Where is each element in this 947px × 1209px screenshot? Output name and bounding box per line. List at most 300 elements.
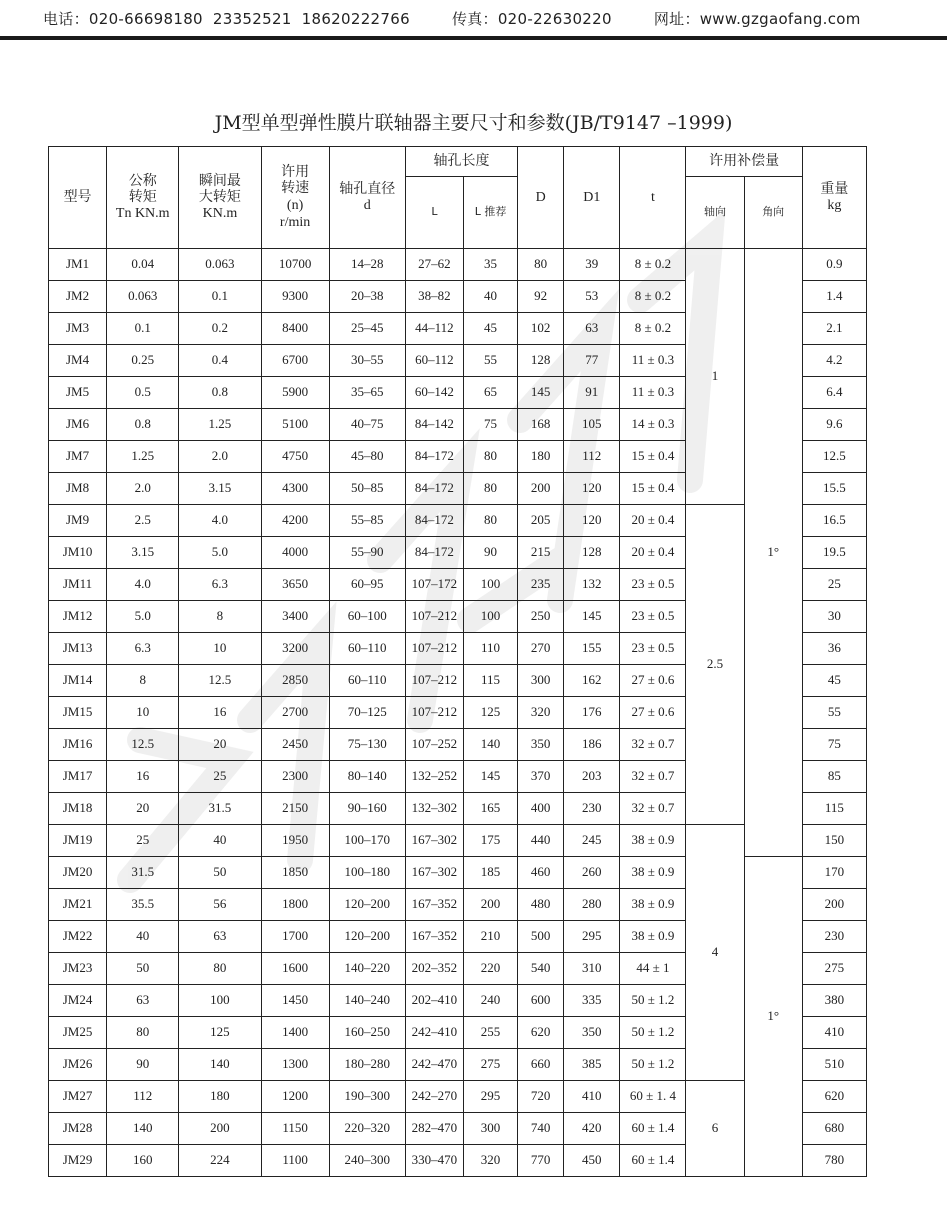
cell-model: JM14 — [49, 665, 107, 697]
cell-bore: 45–80 — [329, 441, 405, 473]
cell-axial: 6 — [686, 1081, 744, 1177]
col-L: L — [405, 177, 463, 249]
cell-hub-L-rec: 200 — [463, 889, 517, 921]
cell-torque: 0.8 — [107, 409, 179, 441]
cell-weight: 30 — [802, 601, 866, 633]
cell-hub-L: 202–410 — [405, 985, 463, 1017]
cell-hub-L: 84–172 — [405, 441, 463, 473]
cell-hub-L-rec: 275 — [463, 1049, 517, 1081]
cell-hub-L-rec: 175 — [463, 825, 517, 857]
cell-weight: 170 — [802, 857, 866, 889]
cell-D1: 53 — [564, 281, 620, 313]
cell-t: 38 ± 0.9 — [620, 857, 686, 889]
cell-model: JM21 — [49, 889, 107, 921]
cell-torque: 1.25 — [107, 441, 179, 473]
cell-D: 600 — [518, 985, 564, 1017]
cell-hub-L: 60–142 — [405, 377, 463, 409]
cell-model: JM15 — [49, 697, 107, 729]
cell-D1: 310 — [564, 953, 620, 985]
cell-bore: 20–38 — [329, 281, 405, 313]
cell-peak-torque: 2.0 — [179, 441, 261, 473]
cell-D: 770 — [518, 1145, 564, 1177]
cell-D1: 77 — [564, 345, 620, 377]
cell-hub-L-rec: 110 — [463, 633, 517, 665]
cell-model: JM24 — [49, 985, 107, 1017]
col-angular: 角向 — [744, 177, 802, 249]
cell-D1: 420 — [564, 1113, 620, 1145]
col-axial: 轴向 — [686, 177, 744, 249]
cell-bore: 140–240 — [329, 985, 405, 1017]
cell-weight: 275 — [802, 953, 866, 985]
cell-peak-torque: 100 — [179, 985, 261, 1017]
contact-line — [43, 8, 871, 29]
cell-D1: 132 — [564, 569, 620, 601]
cell-hub-L-rec: 55 — [463, 345, 517, 377]
cell-hub-L: 84–172 — [405, 473, 463, 505]
cell-torque: 0.063 — [107, 281, 179, 313]
col-peak-torque: 瞬间最 大转矩 KN.m — [179, 147, 261, 249]
cell-hub-L: 38–82 — [405, 281, 463, 313]
col-bore: 轴孔直径 d — [329, 147, 405, 249]
cell-model: JM20 — [49, 857, 107, 889]
cell-t: 8 ± 0.2 — [620, 313, 686, 345]
cell-torque: 20 — [107, 793, 179, 825]
cell-D: 740 — [518, 1113, 564, 1145]
cell-torque: 112 — [107, 1081, 179, 1113]
cell-peak-torque: 6.3 — [179, 569, 261, 601]
cell-hub-L: 132–302 — [405, 793, 463, 825]
cell-peak-torque: 63 — [179, 921, 261, 953]
cell-speed: 3200 — [261, 633, 329, 665]
cell-speed: 1700 — [261, 921, 329, 953]
cell-speed: 4200 — [261, 505, 329, 537]
cell-torque: 16 — [107, 761, 179, 793]
cell-t: 38 ± 0.9 — [620, 889, 686, 921]
cell-D: 168 — [518, 409, 564, 441]
cell-hub-L: 107–212 — [405, 601, 463, 633]
cell-speed: 4300 — [261, 473, 329, 505]
cell-hub-L: 167–302 — [405, 825, 463, 857]
page-title: JM型单型弹性膜片联轴器主要尺寸和参数(JB/T9147 –1999) — [214, 112, 733, 134]
cell-weight: 0.9 — [802, 249, 866, 281]
cell-bore: 60–100 — [329, 601, 405, 633]
cell-D1: 295 — [564, 921, 620, 953]
cell-D1: 128 — [564, 537, 620, 569]
spec-table-wrapper — [48, 146, 867, 1177]
cell-hub-L-rec: 45 — [463, 313, 517, 345]
cell-speed: 3650 — [261, 569, 329, 601]
website: 网址：www.gzgaofang.com — [653, 10, 861, 28]
cell-peak-torque: 31.5 — [179, 793, 261, 825]
cell-bore: 60–110 — [329, 633, 405, 665]
cell-weight: 115 — [802, 793, 866, 825]
cell-D1: 450 — [564, 1145, 620, 1177]
cell-peak-torque: 50 — [179, 857, 261, 889]
cell-peak-torque: 20 — [179, 729, 261, 761]
cell-D: 350 — [518, 729, 564, 761]
cell-t: 60 ± 1.4 — [620, 1113, 686, 1145]
cell-hub-L-rec: 100 — [463, 601, 517, 633]
cell-bore: 120–200 — [329, 921, 405, 953]
cell-bore: 30–55 — [329, 345, 405, 377]
cell-hub-L: 242–270 — [405, 1081, 463, 1113]
cell-speed: 3400 — [261, 601, 329, 633]
cell-torque: 2.5 — [107, 505, 179, 537]
cell-peak-torque: 0.8 — [179, 377, 261, 409]
cell-hub-L: 107–212 — [405, 697, 463, 729]
cell-D: 480 — [518, 889, 564, 921]
cell-weight: 410 — [802, 1017, 866, 1049]
cell-torque: 12.5 — [107, 729, 179, 761]
cell-D1: 385 — [564, 1049, 620, 1081]
cell-weight: 45 — [802, 665, 866, 697]
cell-model: JM8 — [49, 473, 107, 505]
cell-hub-L: 107–252 — [405, 729, 463, 761]
cell-bore: 100–180 — [329, 857, 405, 889]
cell-D: 250 — [518, 601, 564, 633]
cell-torque: 5.0 — [107, 601, 179, 633]
cell-peak-torque: 0.1 — [179, 281, 261, 313]
cell-speed: 2150 — [261, 793, 329, 825]
cell-hub-L-rec: 65 — [463, 377, 517, 409]
cell-axial: 4 — [686, 825, 744, 1081]
cell-hub-L: 60–112 — [405, 345, 463, 377]
col-speed: 许用 转速 (n) r/min — [261, 147, 329, 249]
cell-speed: 2450 — [261, 729, 329, 761]
cell-torque: 80 — [107, 1017, 179, 1049]
cell-D1: 120 — [564, 473, 620, 505]
cell-hub-L-rec: 295 — [463, 1081, 517, 1113]
cell-torque: 40 — [107, 921, 179, 953]
cell-speed: 1100 — [261, 1145, 329, 1177]
cell-D: 215 — [518, 537, 564, 569]
cell-peak-torque: 25 — [179, 761, 261, 793]
col-model: 型号 — [49, 147, 107, 249]
cell-t: 8 ± 0.2 — [620, 281, 686, 313]
cell-hub-L: 27–62 — [405, 249, 463, 281]
cell-peak-torque: 1.25 — [179, 409, 261, 441]
cell-hub-L-rec: 255 — [463, 1017, 517, 1049]
cell-model: JM10 — [49, 537, 107, 569]
cell-hub-L: 84–172 — [405, 505, 463, 537]
cell-speed: 1850 — [261, 857, 329, 889]
cell-D1: 245 — [564, 825, 620, 857]
cell-speed: 1450 — [261, 985, 329, 1017]
cell-D1: 410 — [564, 1081, 620, 1113]
cell-model: JM17 — [49, 761, 107, 793]
cell-hub-L: 107–212 — [405, 633, 463, 665]
cell-t: 60 ± 1.4 — [620, 1145, 686, 1177]
cell-D1: 186 — [564, 729, 620, 761]
cell-peak-torque: 4.0 — [179, 505, 261, 537]
cell-peak-torque: 8 — [179, 601, 261, 633]
cell-torque: 50 — [107, 953, 179, 985]
cell-t: 8 ± 0.2 — [620, 249, 686, 281]
cell-torque: 31.5 — [107, 857, 179, 889]
cell-t: 60 ± 1. 4 — [620, 1081, 686, 1113]
cell-t: 14 ± 0.3 — [620, 409, 686, 441]
cell-D1: 230 — [564, 793, 620, 825]
cell-hub-L-rec: 75 — [463, 409, 517, 441]
cell-weight: 4.2 — [802, 345, 866, 377]
cell-torque: 10 — [107, 697, 179, 729]
cell-weight: 25 — [802, 569, 866, 601]
col-L-recommended: L 推荐 — [463, 177, 517, 249]
cell-model: JM22 — [49, 921, 107, 953]
cell-hub-L: 242–410 — [405, 1017, 463, 1049]
cell-hub-L: 84–142 — [405, 409, 463, 441]
cell-bore: 60–110 — [329, 665, 405, 697]
cell-torque: 63 — [107, 985, 179, 1017]
cell-weight: 200 — [802, 889, 866, 921]
cell-D: 370 — [518, 761, 564, 793]
cell-speed: 4750 — [261, 441, 329, 473]
cell-hub-L: 282–470 — [405, 1113, 463, 1145]
cell-speed: 1300 — [261, 1049, 329, 1081]
col-hub-length: 轴孔长度 — [405, 147, 517, 177]
cell-hub-L: 330–470 — [405, 1145, 463, 1177]
cell-torque: 6.3 — [107, 633, 179, 665]
cell-D: 180 — [518, 441, 564, 473]
cell-speed: 1950 — [261, 825, 329, 857]
cell-peak-torque: 80 — [179, 953, 261, 985]
cell-t: 44 ± 1 — [620, 953, 686, 985]
cell-weight: 510 — [802, 1049, 866, 1081]
spec-table — [48, 146, 867, 1177]
cell-model: JM23 — [49, 953, 107, 985]
cell-bore: 70–125 — [329, 697, 405, 729]
cell-speed: 8400 — [261, 313, 329, 345]
cell-D: 660 — [518, 1049, 564, 1081]
cell-angular: 1° — [744, 249, 802, 857]
cell-model: JM27 — [49, 1081, 107, 1113]
cell-torque: 3.15 — [107, 537, 179, 569]
cell-peak-torque: 16 — [179, 697, 261, 729]
cell-D: 720 — [518, 1081, 564, 1113]
table-row — [49, 249, 867, 281]
cell-speed: 9300 — [261, 281, 329, 313]
cell-weight: 6.4 — [802, 377, 866, 409]
cell-D1: 112 — [564, 441, 620, 473]
cell-t: 38 ± 0.9 — [620, 921, 686, 953]
cell-speed: 1150 — [261, 1113, 329, 1145]
cell-D: 235 — [518, 569, 564, 601]
cell-model: JM6 — [49, 409, 107, 441]
cell-angular: 1° — [744, 857, 802, 1177]
cell-peak-torque: 125 — [179, 1017, 261, 1049]
cell-D: 145 — [518, 377, 564, 409]
cell-D1: 335 — [564, 985, 620, 1017]
cell-bore: 100–170 — [329, 825, 405, 857]
cell-speed: 6700 — [261, 345, 329, 377]
phone-2: 23352521 — [212, 10, 292, 28]
cell-weight: 75 — [802, 729, 866, 761]
cell-axial: 1 — [686, 249, 744, 505]
contact-header — [0, 0, 947, 40]
cell-peak-torque: 3.15 — [179, 473, 261, 505]
cell-model: JM5 — [49, 377, 107, 409]
cell-weight: 2.1 — [802, 313, 866, 345]
cell-speed: 4000 — [261, 537, 329, 569]
cell-D1: 145 — [564, 601, 620, 633]
cell-speed: 5100 — [261, 409, 329, 441]
cell-bore: 160–250 — [329, 1017, 405, 1049]
cell-weight: 620 — [802, 1081, 866, 1113]
table-row — [49, 1081, 867, 1113]
cell-peak-torque: 5.0 — [179, 537, 261, 569]
cell-model: JM4 — [49, 345, 107, 377]
cell-bore: 240–300 — [329, 1145, 405, 1177]
cell-D1: 155 — [564, 633, 620, 665]
cell-model: JM16 — [49, 729, 107, 761]
fax: 传真：020-22630220 — [451, 10, 612, 28]
cell-hub-L-rec: 165 — [463, 793, 517, 825]
cell-hub-L-rec: 100 — [463, 569, 517, 601]
cell-D: 540 — [518, 953, 564, 985]
cell-peak-torque: 10 — [179, 633, 261, 665]
cell-D: 620 — [518, 1017, 564, 1049]
cell-hub-L-rec: 80 — [463, 441, 517, 473]
cell-hub-L-rec: 185 — [463, 857, 517, 889]
cell-D1: 120 — [564, 505, 620, 537]
cell-hub-L-rec: 300 — [463, 1113, 517, 1145]
cell-model: JM25 — [49, 1017, 107, 1049]
cell-torque: 4.0 — [107, 569, 179, 601]
cell-bore: 90–160 — [329, 793, 405, 825]
cell-speed: 1600 — [261, 953, 329, 985]
cell-bore: 80–140 — [329, 761, 405, 793]
cell-D: 500 — [518, 921, 564, 953]
cell-peak-torque: 200 — [179, 1113, 261, 1145]
cell-D: 460 — [518, 857, 564, 889]
cell-weight: 55 — [802, 697, 866, 729]
cell-torque: 90 — [107, 1049, 179, 1081]
cell-speed: 2850 — [261, 665, 329, 697]
cell-hub-L: 107–212 — [405, 665, 463, 697]
cell-model: JM1 — [49, 249, 107, 281]
cell-hub-L-rec: 320 — [463, 1145, 517, 1177]
cell-D: 440 — [518, 825, 564, 857]
cell-weight: 85 — [802, 761, 866, 793]
cell-hub-L-rec: 145 — [463, 761, 517, 793]
cell-bore: 40–75 — [329, 409, 405, 441]
cell-hub-L-rec: 35 — [463, 249, 517, 281]
cell-D: 300 — [518, 665, 564, 697]
cell-weight: 9.6 — [802, 409, 866, 441]
cell-hub-L: 167–302 — [405, 857, 463, 889]
cell-hub-L: 167–352 — [405, 889, 463, 921]
cell-speed: 10700 — [261, 249, 329, 281]
cell-t: 27 ± 0.6 — [620, 697, 686, 729]
cell-hub-L-rec: 220 — [463, 953, 517, 985]
cell-D1: 162 — [564, 665, 620, 697]
cell-D: 320 — [518, 697, 564, 729]
cell-bore: 50–85 — [329, 473, 405, 505]
table-row — [49, 505, 867, 537]
cell-hub-L-rec: 90 — [463, 537, 517, 569]
cell-D1: 63 — [564, 313, 620, 345]
cell-weight: 150 — [802, 825, 866, 857]
cell-bore: 25–45 — [329, 313, 405, 345]
cell-weight: 680 — [802, 1113, 866, 1145]
cell-t: 23 ± 0.5 — [620, 633, 686, 665]
cell-D1: 203 — [564, 761, 620, 793]
cell-t: 27 ± 0.6 — [620, 665, 686, 697]
cell-hub-L-rec: 115 — [463, 665, 517, 697]
cell-hub-L-rec: 125 — [463, 697, 517, 729]
col-compensation: 许用补偿量 — [686, 147, 802, 177]
cell-D: 270 — [518, 633, 564, 665]
cell-peak-torque: 0.2 — [179, 313, 261, 345]
cell-speed: 5900 — [261, 377, 329, 409]
cell-hub-L-rec: 140 — [463, 729, 517, 761]
cell-D1: 39 — [564, 249, 620, 281]
cell-weight: 380 — [802, 985, 866, 1017]
phone-label: 电话：020-66698180 — [43, 10, 203, 28]
cell-model: JM29 — [49, 1145, 107, 1177]
cell-bore: 55–85 — [329, 505, 405, 537]
cell-hub-L: 84–172 — [405, 537, 463, 569]
phone-3: 18620222766 — [301, 10, 410, 28]
cell-weight: 19.5 — [802, 537, 866, 569]
cell-weight: 16.5 — [802, 505, 866, 537]
cell-weight: 36 — [802, 633, 866, 665]
cell-torque: 2.0 — [107, 473, 179, 505]
cell-torque: 25 — [107, 825, 179, 857]
cell-torque: 0.5 — [107, 377, 179, 409]
cell-hub-L: 167–352 — [405, 921, 463, 953]
col-D1: D1 — [564, 147, 620, 249]
cell-hub-L: 107–172 — [405, 569, 463, 601]
cell-model: JM2 — [49, 281, 107, 313]
cell-speed: 1400 — [261, 1017, 329, 1049]
cell-hub-L: 202–352 — [405, 953, 463, 985]
cell-torque: 0.25 — [107, 345, 179, 377]
cell-speed: 2700 — [261, 697, 329, 729]
col-weight: 重量 kg — [802, 147, 866, 249]
cell-model: JM18 — [49, 793, 107, 825]
cell-bore: 35–65 — [329, 377, 405, 409]
cell-D1: 105 — [564, 409, 620, 441]
cell-hub-L-rec: 80 — [463, 505, 517, 537]
cell-D1: 176 — [564, 697, 620, 729]
cell-t: 20 ± 0.4 — [620, 537, 686, 569]
cell-torque: 160 — [107, 1145, 179, 1177]
cell-speed: 2300 — [261, 761, 329, 793]
cell-hub-L-rec: 80 — [463, 473, 517, 505]
cell-hub-L: 132–252 — [405, 761, 463, 793]
cell-t: 32 ± 0.7 — [620, 729, 686, 761]
cell-weight: 12.5 — [802, 441, 866, 473]
cell-t: 38 ± 0.9 — [620, 825, 686, 857]
cell-D1: 280 — [564, 889, 620, 921]
cell-model: JM9 — [49, 505, 107, 537]
cell-torque: 140 — [107, 1113, 179, 1145]
cell-t: 50 ± 1.2 — [620, 1017, 686, 1049]
cell-axial: 2.5 — [686, 505, 744, 825]
cell-torque: 0.1 — [107, 313, 179, 345]
cell-D: 92 — [518, 281, 564, 313]
cell-bore: 140–220 — [329, 953, 405, 985]
cell-D1: 350 — [564, 1017, 620, 1049]
cell-peak-torque: 0.4 — [179, 345, 261, 377]
cell-t: 32 ± 0.7 — [620, 761, 686, 793]
cell-t: 23 ± 0.5 — [620, 601, 686, 633]
cell-t: 20 ± 0.4 — [620, 505, 686, 537]
table-row — [49, 825, 867, 857]
cell-peak-torque: 56 — [179, 889, 261, 921]
cell-D: 200 — [518, 473, 564, 505]
